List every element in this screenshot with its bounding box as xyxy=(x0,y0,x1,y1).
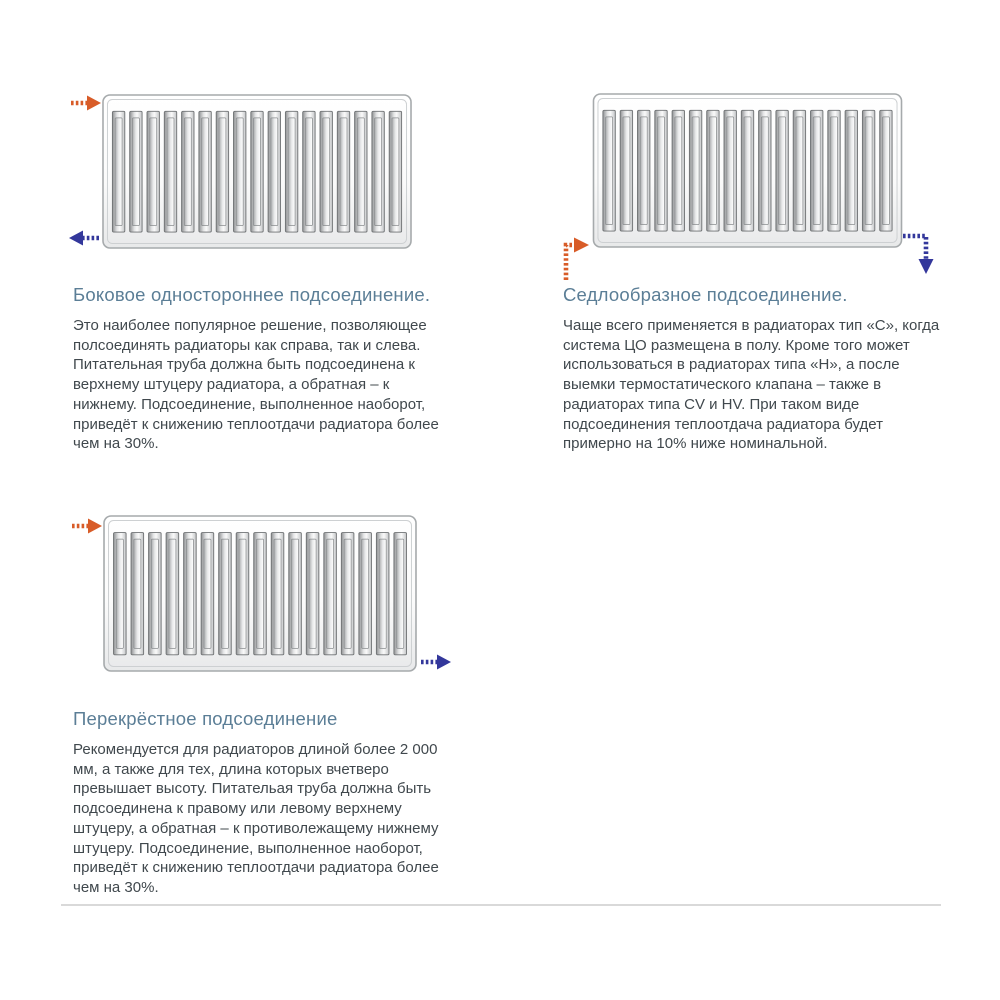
radiator-fins xyxy=(114,533,407,655)
divider xyxy=(61,904,941,906)
return-arrow-icon xyxy=(68,229,100,247)
radiator-diagram-saddle-connection xyxy=(592,93,903,248)
radiator-illustration xyxy=(102,93,412,250)
section-heading: Боковое одностороннее подсоединение. xyxy=(73,284,431,305)
radiator-illustration xyxy=(103,515,417,672)
radiator-diagram-cross-connection xyxy=(103,515,417,672)
radiator-fins xyxy=(112,111,401,232)
section-body: Чаще всего применяется в радиаторах тип «С», когда система ЦО размещена в полу. Кроме того может использоваться в радиаторах типа «Н», а после выемки термостатического клапана – также в радиаторах типа CV и HV. При таком виде подсоединения теплоотдача радиатора будет примерно на 10% ниже номинальной. xyxy=(563,317,940,453)
radiator-illustration xyxy=(592,93,903,248)
return-arrow-icon xyxy=(903,230,941,278)
section-heading: Седлообразное подсоединение. xyxy=(563,284,848,305)
return-arrow-icon xyxy=(420,653,452,671)
supply-arrow-icon xyxy=(70,94,102,112)
radiator-fins xyxy=(603,110,892,231)
section-body: Рекомендуется для радиаторов длиной более 2 000 мм, а также для тех, длина которых вчетверо превышает высоту. Питательая труба должна быть подсоединена к правому или левому верхнему штуцеру, а обратная – к противолежащему нижнему штуцеру. Подсоединение, выполненное наоборот, приведёт к снижению теплоотдачи радиатора более чем на 30%. xyxy=(73,741,439,896)
section-heading: Перекрёстное подсоединение xyxy=(73,708,338,729)
section-body: Это наиболее популярное решение, позволяющее полсоединять радиаторы как справа, так и слева. Питательная труба должна быть подсоединена к верхнему штуцеру радиатора, а обратная – к нижнему. Подсоединение, выполненное наоборот, приведёт к снижению теплоотдачи радиатора более чем на 30%. xyxy=(73,317,439,453)
radiator-diagram-side-connection xyxy=(102,93,412,250)
supply-arrow-icon xyxy=(71,517,103,535)
supply-arrow-icon xyxy=(561,233,591,281)
section-cross-connection xyxy=(73,707,457,898)
section-saddle-connection xyxy=(563,283,947,454)
section-side-connection xyxy=(73,283,457,454)
